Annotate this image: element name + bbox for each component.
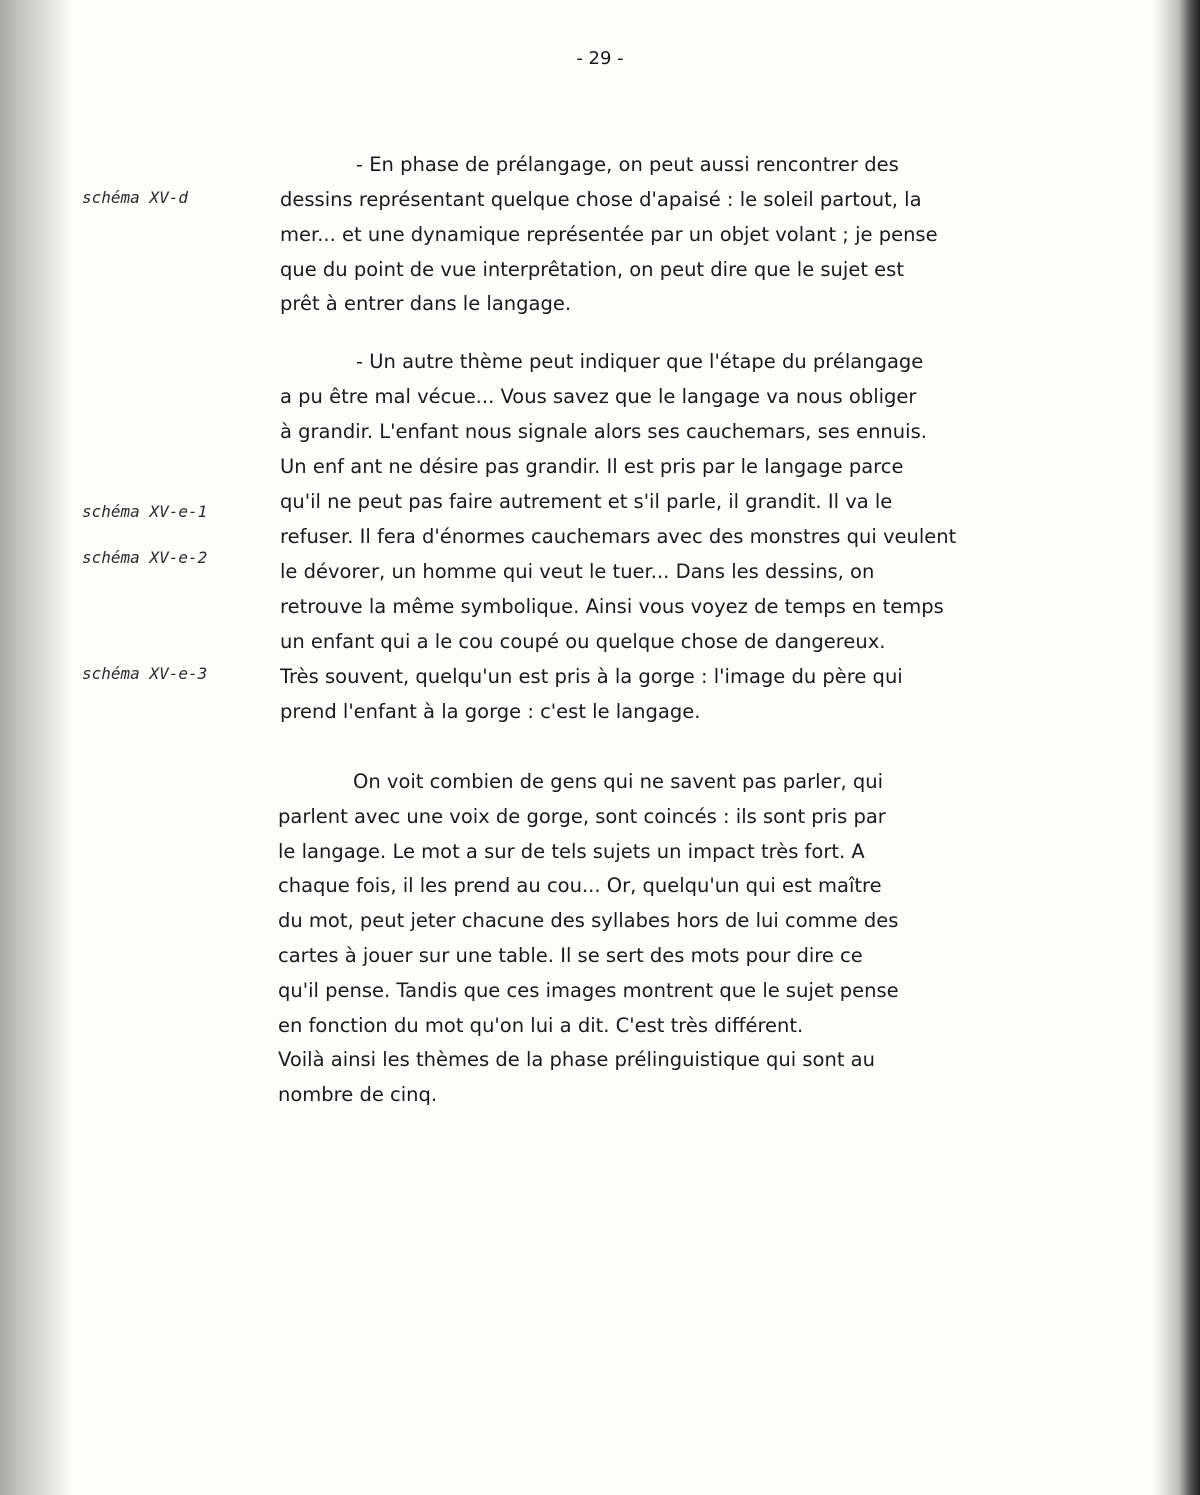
paragraph-line: parlent avec une voix de gorge, sont coincés : ils sont pris par [278,805,886,828]
page-number: - 29 - [576,48,624,69]
margin-note-schema-xv-d: schéma XV-d [82,188,188,207]
paragraph-line: que du point de vue interprêtation, on peut dire que le sujet est [280,258,904,281]
paragraph-line: mer... et une dynamique représentée par un objet volant ; je pense [280,223,938,246]
paragraph-line: en fonction du mot qu'on lui a dit. C'est très différent. [278,1014,804,1037]
paragraph-line: un enfant qui a le cou coupé ou quelque chose de dangereux. [280,630,886,653]
scan-right-edge [1152,0,1200,1495]
paragraph-line: chaque fois, il les prend au cou... Or, quelqu'un qui est maître [278,874,882,897]
paragraph-line: prêt à entrer dans le langage. [280,292,572,315]
paragraph-line: a pu être mal vécue... Vous savez que le langage va nous obliger [280,385,917,408]
paragraph-line: à grandir. L'enfant nous signale alors ses cauchemars, ses ennuis. [280,420,927,443]
margin-note-schema-xv-e-1: schéma XV-e-1 [82,502,208,521]
paragraph-line: retrouve la même symbolique. Ainsi vous voyez de temps en temps [280,595,944,618]
paragraph-line: Un enf ant ne désire pas grandir. Il est pris par le langage parce [280,455,904,478]
paragraph-line: le langage. Le mot a sur de tels sujets un impact très fort. A [278,840,865,863]
margin-note-schema-xv-e-3: schéma XV-e-3 [82,664,208,683]
paragraph-line: cartes à jouer sur une table. Il se sert des mots pour dire ce [278,944,863,967]
paragraph-line: qu'il pense. Tandis que ces images montrent que le sujet pense [278,979,899,1002]
paragraph-line: le dévorer, un homme qui veut le tuer... Dans les dessins, on [280,560,875,583]
margin-note-schema-xv-e-2: schéma XV-e-2 [82,548,208,567]
paragraph-line: - En phase de prélangage, on peut aussi rencontrer des [356,153,899,176]
paragraph-line: - Un autre thème peut indiquer que l'étape du prélangage [356,350,924,373]
scan-left-edge [0,0,72,1495]
paragraph-line: refuser. Il fera d'énormes cauchemars avec des monstres qui veulent [280,525,957,548]
paragraph-line: du mot, peut jeter chacune des syllabes hors de lui comme des [278,909,899,932]
paragraph-line: qu'il ne peut pas faire autrement et s'il parle, il grandit. Il va le [280,490,893,513]
paragraph-line: Voilà ainsi les thèmes de la phase prélinguistique qui sont au [278,1048,875,1071]
paragraph-line: nombre de cinq. [278,1083,438,1106]
paragraph-line: prend l'enfant à la gorge : c'est le langage. [280,700,701,723]
paragraph-line: Très souvent, quelqu'un est pris à la gorge : l'image du père qui [280,665,903,688]
paragraph-line: dessins représentant quelque chose d'apaisé : le soleil partout, la [280,188,922,211]
paragraph-line: On voit combien de gens qui ne savent pas parler, qui [353,770,884,793]
